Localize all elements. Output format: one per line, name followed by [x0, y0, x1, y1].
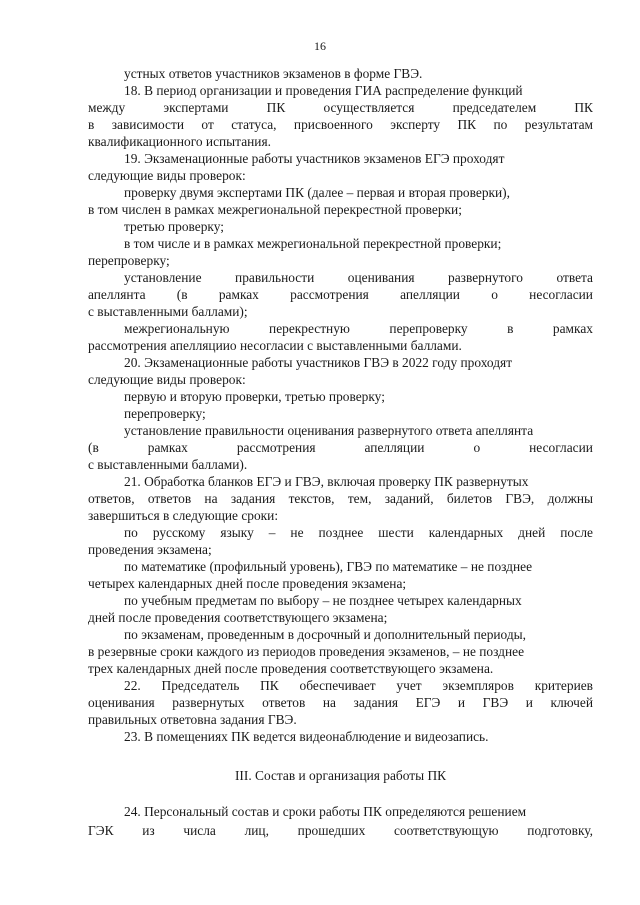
word: ответа	[556, 270, 593, 285]
text-line	[88, 269, 593, 286]
paragraph-block-2	[88, 803, 593, 839]
text-line: по учебным предметам по выбору – не позднее четырех календарных	[124, 593, 522, 608]
word: правильности	[235, 270, 315, 285]
text-line: в том числе и в рамках межрегиональной перекрестной проверки;	[124, 236, 502, 251]
word: в	[507, 321, 514, 336]
text-line: в том числен в рамках межрегиональной перекрестной проверки;	[88, 202, 462, 217]
text-line: дней после проведения соответствующего экзамена;	[88, 610, 388, 625]
text-line	[88, 439, 593, 456]
text-line: третью проверку;	[124, 219, 224, 234]
text-line: квалификационного испытания.	[88, 134, 271, 149]
text-line: 18. В период организации и проведения ГИА распределение функций	[124, 83, 523, 98]
text-line: с выставленными баллами).	[88, 457, 248, 472]
word: рассмотрения	[236, 440, 316, 455]
text-line: ответов, ответов на задания текстов, тем, заданий, билетов ГВЭ, должны	[88, 491, 593, 506]
word: межрегиональную	[124, 321, 230, 336]
text-line: по экзаменам, проведенным в досрочный и дополнительный периоды,	[124, 627, 527, 642]
text-line: четырех календарных дней после проведения экзамена;	[88, 576, 407, 591]
word: рамках	[218, 287, 259, 302]
word: перекрестную	[269, 321, 350, 336]
text-line: 22. Председатель ПК обеспечивает учет экземпляров критериев	[124, 678, 593, 693]
text-line: 20. Экзаменационные работы участников ГВЭ в 2022 году проходят	[124, 355, 513, 370]
word: оценивания	[347, 270, 415, 285]
text-line	[88, 320, 593, 337]
text-line: проведения экзамена;	[88, 542, 212, 557]
text-line: с выставленными баллами);	[88, 304, 248, 319]
text-line: первую и вторую проверки, третью проверку;	[124, 389, 385, 404]
word: несогласии	[529, 287, 593, 302]
word: ГЭК	[88, 823, 114, 838]
word: из	[142, 823, 155, 838]
text-line: установление правильности оценивания развернутого ответа апеллянта	[124, 423, 534, 438]
text-line: завершиться в следующие сроки:	[88, 508, 279, 523]
text-line: правильных ответовна задания ГВЭ.	[88, 712, 297, 727]
text-line	[88, 99, 593, 116]
text-line: следующие виды проверок:	[88, 168, 246, 183]
text-line: 24. Персональный состав и сроки работы ПК определяются решением	[124, 804, 527, 819]
word: о	[473, 440, 481, 455]
word: рамках	[147, 440, 188, 455]
word: экспертами	[163, 100, 229, 115]
word: (в	[176, 287, 188, 302]
text-line: трех календарных дней после проведения соответствующего экзамена.	[88, 661, 494, 676]
text-line: по русскому языку – не позднее шести календарных дней после	[124, 525, 593, 540]
word: апелляции	[364, 440, 425, 455]
word: рамках	[552, 321, 593, 336]
text-line: по математике (профильный уровень), ГВЭ по математике – не позднее	[124, 559, 533, 574]
word: лиц,	[244, 823, 269, 838]
document-body	[88, 65, 593, 839]
text-line: 19. Экзаменационные работы участников экзаменов ЕГЭ проходят	[124, 151, 505, 166]
page-number: 16	[314, 39, 326, 53]
word: о	[491, 287, 498, 302]
word: рассмотрения	[290, 287, 369, 302]
word: апелляции	[400, 287, 460, 302]
word: установление	[124, 270, 202, 285]
text-line: проверку двумя экспертами ПК (далее – первая и вторая проверки),	[124, 185, 510, 200]
word: подготовку,	[527, 823, 593, 838]
text-line: 21. Обработка бланков ЕГЭ и ГВЭ, включая проверку ПК развернутых	[124, 474, 529, 489]
section-heading: III. Состав и организация работы ПК	[234, 768, 447, 783]
word: перепроверку	[389, 321, 468, 336]
word: председателем	[452, 100, 537, 115]
text-line: рассмотрения апелляциио несогласии с выставленными баллами.	[88, 338, 462, 353]
text-line: 23. В помещениях ПК ведется видеонаблюдение и видеозапись.	[124, 729, 489, 744]
word: развернутого	[448, 270, 523, 285]
text-line	[88, 822, 593, 839]
word: (в	[88, 440, 99, 455]
text-line: в резервные сроки каждого из периодов проведения экзаменов, – не позднее	[88, 644, 525, 659]
word: числа	[183, 823, 216, 838]
paragraph-block	[88, 65, 593, 745]
text-line: в зависимости от статуса, присвоенного эксперту ПК по результатам	[88, 117, 593, 132]
text-line: оценивания развернутых ответов на задания ЕГЭ и ГВЭ и ключей	[88, 695, 593, 710]
word: осуществляется	[323, 100, 415, 115]
text-line: перепроверку;	[124, 406, 206, 421]
text-line: перепроверку;	[88, 253, 170, 268]
text-line	[88, 286, 593, 303]
word: ПК	[574, 100, 593, 115]
word: апеллянта	[88, 287, 146, 302]
text-line: следующие виды проверок:	[88, 372, 246, 387]
word: несогласии	[529, 440, 593, 455]
word: соответствующую	[393, 823, 499, 838]
word: прошедших	[297, 823, 366, 838]
word: ПК	[266, 100, 286, 115]
text-line: устных ответов участников экзаменов в форме ГВЭ.	[124, 66, 423, 81]
word: между	[88, 100, 126, 115]
